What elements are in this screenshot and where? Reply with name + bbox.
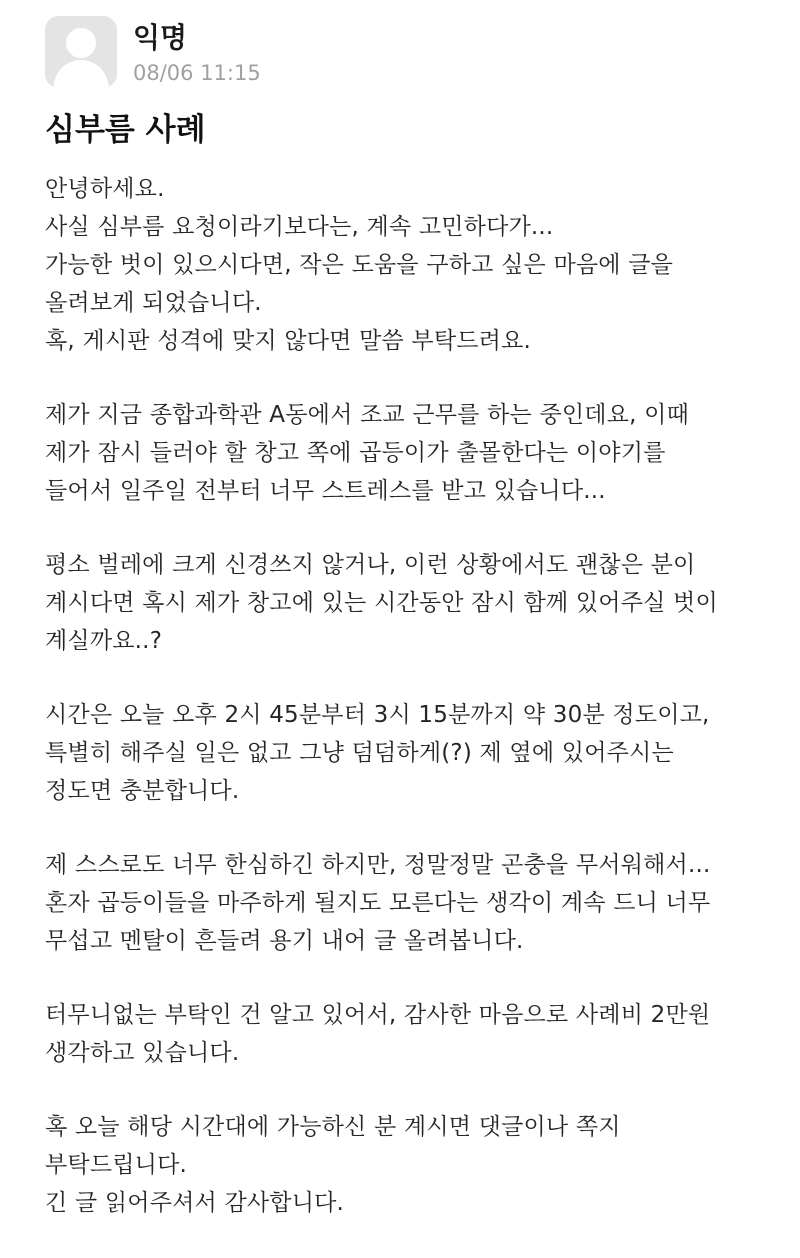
body-line: 혹, 게시판 성격에 맞지 않다면 말씀 부탁드려요. — [45, 328, 532, 354]
post-body — [45, 170, 775, 1258]
author-name: 익명 — [133, 21, 188, 54]
body-paragraph — [45, 546, 775, 660]
body-line: 제 스스로도 너무 한심하긴 하지만, 정말정말 곤충을 무서워해서... — [45, 852, 711, 878]
body-line: 가능한 벗이 있으시다면, 작은 도움을 구하고 싶은 마음에 글을 — [45, 252, 674, 278]
body-line: 긴 글 읽어주셔서 감사합니다. — [45, 1190, 345, 1216]
body-line: 혹 오늘 해당 시간대에 가능하신 분 계시면 댓글이나 쪽지 — [45, 1114, 621, 1140]
body-paragraph — [45, 396, 775, 510]
body-line: 생각하고 있습니다. — [45, 1040, 240, 1066]
body-paragraph — [45, 1108, 775, 1222]
body-line: 들어서 일주일 전부터 너무 스트레스를 받고 있습니다... — [45, 478, 606, 504]
body-line: 제가 지금 종합과학관 A동에서 조교 근무를 하는 중인데요, 이때 — [45, 402, 689, 428]
body-paragraph — [45, 846, 775, 960]
body-line: 부탁드립니다. — [45, 1152, 188, 1178]
body-line: 시간은 오늘 오후 2시 45분부터 3시 15분까지 약 30분 정도이고, — [45, 702, 710, 728]
body-line: 올려보게 되었습니다. — [45, 290, 262, 316]
body-line: 정도면 충분합니다. — [45, 778, 240, 804]
post-meta — [133, 16, 261, 88]
body-line: 계실까요..? — [45, 628, 163, 654]
body-paragraph — [45, 170, 775, 360]
body-line: 계시다면 혹시 제가 창고에 있는 시간동안 잠시 함께 있어주실 벗이 — [45, 590, 718, 616]
body-paragraph — [45, 996, 775, 1072]
body-paragraph — [45, 696, 775, 810]
post-title: 심부름 사례 — [45, 112, 206, 148]
post-timestamp: 08/06 11:15 — [133, 61, 261, 85]
body-line: 혼자 곱등이들을 마주하게 될지도 모른다는 생각이 계속 드니 너무 — [45, 890, 711, 916]
body-line: 터무니없는 부탁인 건 알고 있어서, 감사한 마음으로 사례비 2만원 — [45, 1002, 711, 1028]
body-line: 사실 심부름 요청이라기보다는, 계속 고민하다가... — [45, 214, 554, 240]
body-line: 무섭고 멘탈이 흔들려 용기 내어 글 올려봅니다. — [45, 928, 524, 954]
avatar[interactable] — [45, 16, 117, 88]
body-line: 특별히 해주실 일은 없고 그냥 덤덤하게(?) 제 옆에 있어주시는 — [45, 740, 674, 766]
post-header — [45, 16, 261, 88]
body-line: 안녕하세요. — [45, 176, 165, 202]
default-user-icon — [45, 16, 117, 88]
body-line: 제가 잠시 들러야 할 창고 쪽에 곱등이가 출몰한다는 이야기를 — [45, 440, 666, 466]
body-line: 평소 벌레에 크게 신경쓰지 않거나, 이런 상황에서도 괜찮은 분이 — [45, 552, 696, 578]
